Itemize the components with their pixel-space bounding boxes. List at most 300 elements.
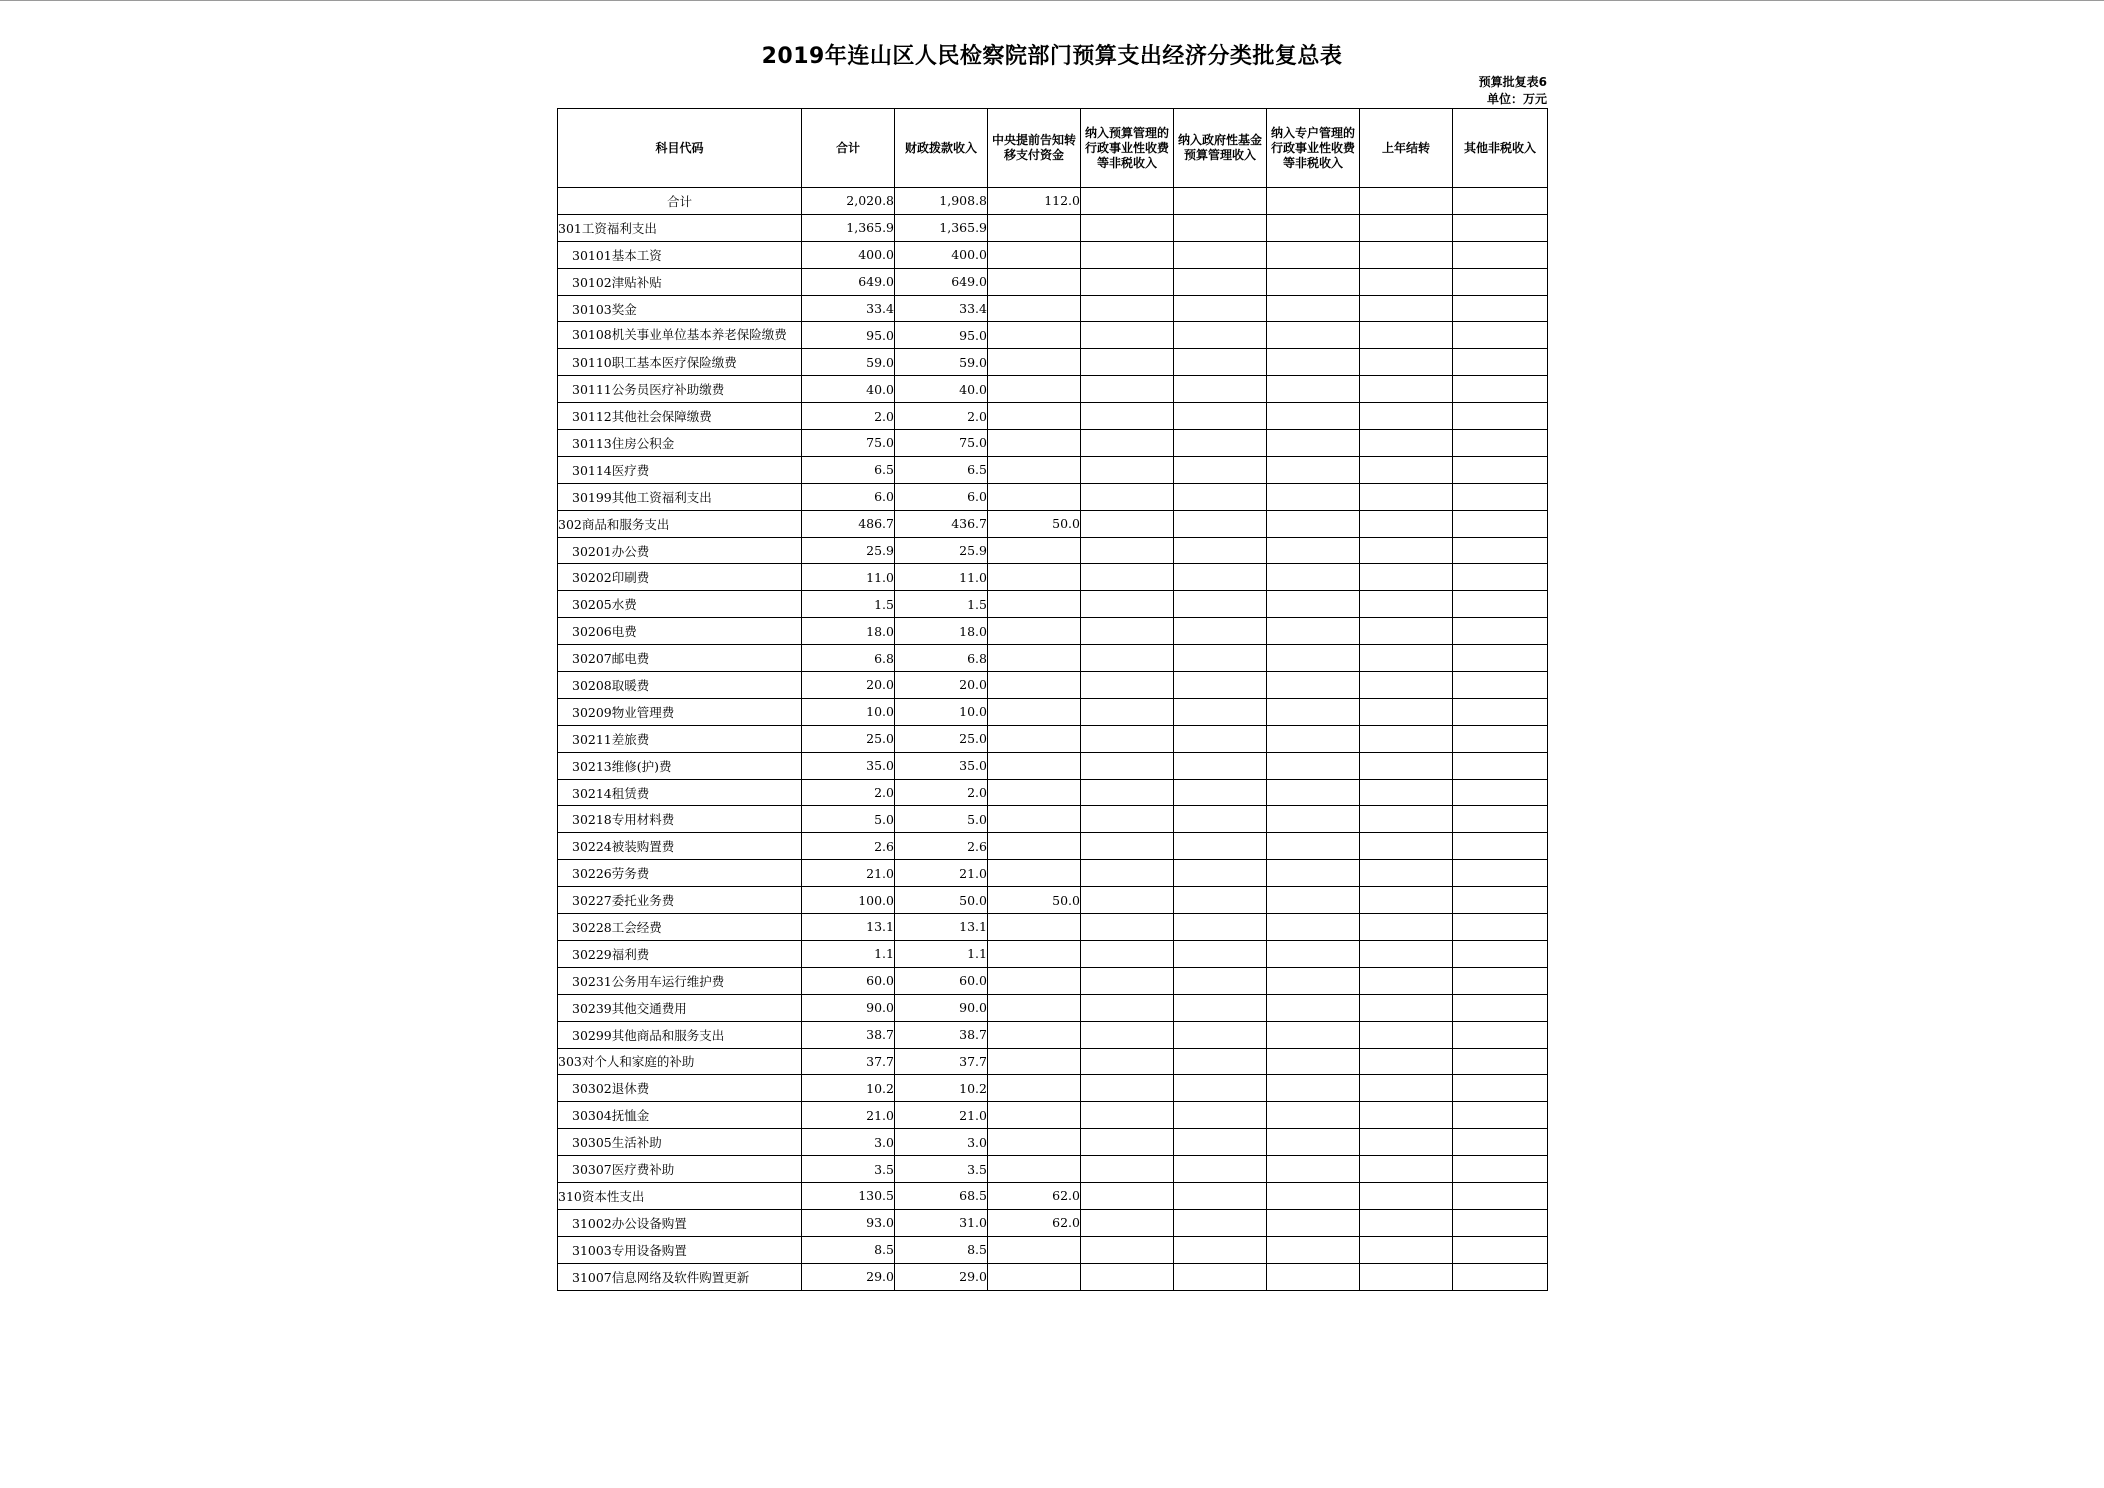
row-value-cell xyxy=(1453,698,1548,725)
row-value-cell xyxy=(1267,1156,1360,1183)
row-value-cell xyxy=(988,672,1081,699)
row-value-cell xyxy=(1267,806,1360,833)
row-value-cell xyxy=(1267,940,1360,967)
row-value-cell xyxy=(988,914,1081,941)
row-value-cell xyxy=(1453,1075,1548,1102)
row-value-cell xyxy=(988,860,1081,887)
row-value-cell: 75.0 xyxy=(895,430,988,457)
row-code-cell: 30101基本工资 xyxy=(558,241,802,268)
row-value-cell xyxy=(1081,914,1174,941)
table-row xyxy=(558,1209,1548,1236)
row-value-cell: 8.5 xyxy=(802,1236,895,1263)
row-value-cell: 6.5 xyxy=(802,456,895,483)
row-value-cell xyxy=(1453,994,1548,1021)
row-value-cell: 37.7 xyxy=(802,1048,895,1075)
row-value-cell xyxy=(988,268,1081,295)
row-value-cell xyxy=(1174,779,1267,806)
row-value-cell xyxy=(1453,779,1548,806)
table-row xyxy=(558,887,1548,914)
row-code-cell: 合计 xyxy=(558,188,802,215)
table-row xyxy=(558,860,1548,887)
row-code-cell: 30201办公费 xyxy=(558,537,802,564)
row-value-cell xyxy=(1267,268,1360,295)
header-code: 科目代码 xyxy=(558,109,802,188)
row-code-cell: 30305生活补助 xyxy=(558,1129,802,1156)
row-value-cell: 6.5 xyxy=(895,456,988,483)
row-value-cell: 6.8 xyxy=(802,645,895,672)
row-code-cell: 30110职工基本医疗保险缴费 xyxy=(558,349,802,376)
row-value-cell xyxy=(1453,241,1548,268)
row-code-cell: 30307医疗费补助 xyxy=(558,1156,802,1183)
row-value-cell xyxy=(1453,1236,1548,1263)
row-value-cell xyxy=(1174,591,1267,618)
table-row xyxy=(558,967,1548,994)
row-value-cell xyxy=(1267,214,1360,241)
row-value-cell xyxy=(1174,322,1267,349)
row-value-cell xyxy=(1267,645,1360,672)
table-row xyxy=(558,672,1548,699)
row-value-cell xyxy=(1174,241,1267,268)
row-value-cell: 1,365.9 xyxy=(802,214,895,241)
row-value-cell xyxy=(988,1156,1081,1183)
row-code-cell: 30239其他交通费用 xyxy=(558,994,802,1021)
row-value-cell xyxy=(1267,1263,1360,1290)
row-value-cell xyxy=(1174,295,1267,322)
row-value-cell xyxy=(1453,214,1548,241)
row-value-cell xyxy=(1267,618,1360,645)
row-value-cell xyxy=(1267,698,1360,725)
row-value-cell xyxy=(1360,1021,1453,1048)
row-value-cell xyxy=(1267,322,1360,349)
row-code-cell: 30111公务员医疗补助缴费 xyxy=(558,376,802,403)
row-value-cell: 112.0 xyxy=(988,188,1081,215)
row-value-cell: 40.0 xyxy=(895,376,988,403)
row-value-cell xyxy=(1360,537,1453,564)
row-value-cell xyxy=(1453,188,1548,215)
row-code-cell: 30208取暖费 xyxy=(558,672,802,699)
row-value-cell xyxy=(1267,1021,1360,1048)
row-value-cell xyxy=(1360,456,1453,483)
row-value-cell xyxy=(1267,672,1360,699)
row-value-cell xyxy=(1174,564,1267,591)
row-value-cell xyxy=(1174,1048,1267,1075)
row-value-cell xyxy=(1174,456,1267,483)
row-value-cell xyxy=(1174,887,1267,914)
row-value-cell xyxy=(1081,994,1174,1021)
row-value-cell xyxy=(1267,1129,1360,1156)
row-value-cell xyxy=(1081,752,1174,779)
row-value-cell xyxy=(1453,752,1548,779)
row-value-cell xyxy=(1360,672,1453,699)
row-value-cell xyxy=(988,403,1081,430)
row-value-cell xyxy=(1081,214,1174,241)
row-value-cell: 95.0 xyxy=(895,322,988,349)
row-value-cell xyxy=(1174,645,1267,672)
row-code-cell: 301工资福利支出 xyxy=(558,214,802,241)
row-code-cell: 30213维修(护)费 xyxy=(558,752,802,779)
row-code-cell: 30205水费 xyxy=(558,591,802,618)
row-value-cell xyxy=(1081,483,1174,510)
table-row xyxy=(558,1102,1548,1129)
row-value-cell: 6.8 xyxy=(895,645,988,672)
table-header-row xyxy=(558,109,1548,188)
row-value-cell xyxy=(1267,967,1360,994)
row-value-cell xyxy=(988,349,1081,376)
table-row xyxy=(558,1075,1548,1102)
row-value-cell xyxy=(1360,1102,1453,1129)
row-value-cell xyxy=(1174,833,1267,860)
row-value-cell xyxy=(1081,1129,1174,1156)
row-value-cell xyxy=(1360,779,1453,806)
row-value-cell xyxy=(1360,1129,1453,1156)
row-value-cell: 11.0 xyxy=(895,564,988,591)
row-value-cell: 95.0 xyxy=(802,322,895,349)
row-value-cell: 3.0 xyxy=(895,1129,988,1156)
row-code-cell: 31002办公设备购置 xyxy=(558,1209,802,1236)
row-value-cell xyxy=(1174,1102,1267,1129)
table-row xyxy=(558,322,1548,349)
table-row xyxy=(558,349,1548,376)
table-row xyxy=(558,564,1548,591)
row-value-cell xyxy=(988,483,1081,510)
row-value-cell xyxy=(1081,349,1174,376)
row-value-cell xyxy=(1360,591,1453,618)
row-value-cell: 649.0 xyxy=(802,268,895,295)
row-value-cell: 20.0 xyxy=(802,672,895,699)
row-value-cell xyxy=(1081,967,1174,994)
row-value-cell xyxy=(1360,887,1453,914)
row-value-cell xyxy=(1081,376,1174,403)
row-value-cell xyxy=(1267,483,1360,510)
row-value-cell xyxy=(1453,672,1548,699)
table-row xyxy=(558,376,1548,403)
row-value-cell: 20.0 xyxy=(895,672,988,699)
row-value-cell xyxy=(1081,456,1174,483)
row-value-cell xyxy=(1360,860,1453,887)
row-value-cell: 2.0 xyxy=(802,403,895,430)
row-value-cell: 29.0 xyxy=(802,1263,895,1290)
row-value-cell xyxy=(1267,1102,1360,1129)
row-value-cell xyxy=(1174,752,1267,779)
row-code-cell: 30199其他工资福利支出 xyxy=(558,483,802,510)
row-value-cell xyxy=(1453,1129,1548,1156)
row-code-cell: 30113住房公积金 xyxy=(558,430,802,457)
row-value-cell xyxy=(1360,806,1453,833)
row-value-cell xyxy=(1453,376,1548,403)
row-value-cell xyxy=(1081,779,1174,806)
row-value-cell xyxy=(1360,295,1453,322)
row-value-cell xyxy=(1081,430,1174,457)
row-value-cell: 18.0 xyxy=(895,618,988,645)
row-value-cell xyxy=(988,967,1081,994)
total-row xyxy=(558,188,1548,215)
table-row xyxy=(558,214,1548,241)
row-value-cell: 2,020.8 xyxy=(802,188,895,215)
row-value-cell xyxy=(1081,188,1174,215)
row-value-cell xyxy=(1174,1075,1267,1102)
row-code-cell: 30304抚恤金 xyxy=(558,1102,802,1129)
row-value-cell xyxy=(1267,887,1360,914)
row-value-cell xyxy=(988,725,1081,752)
row-value-cell: 130.5 xyxy=(802,1182,895,1209)
row-value-cell xyxy=(1267,1209,1360,1236)
table-row xyxy=(558,1182,1548,1209)
row-value-cell: 68.5 xyxy=(895,1182,988,1209)
row-value-cell xyxy=(988,1021,1081,1048)
row-value-cell: 1.5 xyxy=(895,591,988,618)
row-value-cell xyxy=(1267,779,1360,806)
row-value-cell xyxy=(1360,618,1453,645)
row-value-cell xyxy=(1360,268,1453,295)
row-value-cell xyxy=(1453,1156,1548,1183)
row-value-cell xyxy=(1267,725,1360,752)
row-value-cell xyxy=(1081,268,1174,295)
row-value-cell xyxy=(988,537,1081,564)
row-value-cell: 2.6 xyxy=(802,833,895,860)
row-value-cell xyxy=(1360,833,1453,860)
row-value-cell: 8.5 xyxy=(895,1236,988,1263)
row-value-cell: 25.9 xyxy=(802,537,895,564)
page-title: 2019年连山区人民检察院部门预算支出经济分类批复总表 xyxy=(761,44,1343,69)
row-value-cell xyxy=(1267,833,1360,860)
budget-table xyxy=(557,108,1548,1291)
row-value-cell: 29.0 xyxy=(895,1263,988,1290)
row-value-cell: 1.1 xyxy=(895,940,988,967)
row-value-cell xyxy=(1174,618,1267,645)
row-value-cell xyxy=(1453,430,1548,457)
row-value-cell xyxy=(1453,914,1548,941)
table-row xyxy=(558,241,1548,268)
row-value-cell xyxy=(1174,1156,1267,1183)
row-value-cell xyxy=(1360,376,1453,403)
row-value-cell xyxy=(1360,1182,1453,1209)
row-value-cell: 1.5 xyxy=(802,591,895,618)
row-value-cell xyxy=(1081,537,1174,564)
table-row xyxy=(558,1156,1548,1183)
row-value-cell xyxy=(988,564,1081,591)
row-value-cell: 90.0 xyxy=(802,994,895,1021)
row-value-cell xyxy=(1360,752,1453,779)
row-value-cell: 59.0 xyxy=(802,349,895,376)
row-value-cell xyxy=(1267,914,1360,941)
row-value-cell xyxy=(988,645,1081,672)
row-code-cell: 30227委托业务费 xyxy=(558,887,802,914)
row-value-cell xyxy=(1267,376,1360,403)
table-row xyxy=(558,1021,1548,1048)
row-code-cell: 30224被装购置费 xyxy=(558,833,802,860)
row-value-cell: 3.0 xyxy=(802,1129,895,1156)
row-value-cell xyxy=(988,994,1081,1021)
row-value-cell xyxy=(1453,967,1548,994)
row-value-cell xyxy=(1360,1075,1453,1102)
table-row xyxy=(558,914,1548,941)
row-value-cell xyxy=(1453,887,1548,914)
row-value-cell: 1,908.8 xyxy=(895,188,988,215)
row-value-cell xyxy=(1453,268,1548,295)
row-value-cell xyxy=(1453,833,1548,860)
header-prior-year-carryover: 上年结转 xyxy=(1360,109,1453,188)
row-value-cell xyxy=(1453,295,1548,322)
table-row xyxy=(558,268,1548,295)
row-value-cell: 93.0 xyxy=(802,1209,895,1236)
row-value-cell: 100.0 xyxy=(802,887,895,914)
row-value-cell xyxy=(988,295,1081,322)
row-value-cell xyxy=(1360,1236,1453,1263)
row-value-cell xyxy=(1267,591,1360,618)
row-value-cell xyxy=(988,1129,1081,1156)
row-code-cell: 30114医疗费 xyxy=(558,456,802,483)
row-value-cell xyxy=(988,779,1081,806)
header-central-transfer: 中央提前告知转移支付资金 xyxy=(988,109,1081,188)
row-value-cell: 59.0 xyxy=(895,349,988,376)
row-value-cell xyxy=(1174,268,1267,295)
row-value-cell xyxy=(1174,806,1267,833)
row-value-cell: 486.7 xyxy=(802,510,895,537)
row-value-cell xyxy=(1267,1182,1360,1209)
row-value-cell xyxy=(988,241,1081,268)
row-value-cell xyxy=(1360,403,1453,430)
row-value-cell xyxy=(1360,349,1453,376)
row-value-cell xyxy=(988,1102,1081,1129)
row-value-cell xyxy=(988,833,1081,860)
row-value-cell: 25.0 xyxy=(802,725,895,752)
row-value-cell: 18.0 xyxy=(802,618,895,645)
row-value-cell: 649.0 xyxy=(895,268,988,295)
row-value-cell: 400.0 xyxy=(802,241,895,268)
row-value-cell xyxy=(1081,1156,1174,1183)
row-code-cell: 30102津贴补贴 xyxy=(558,268,802,295)
row-value-cell: 2.6 xyxy=(895,833,988,860)
row-value-cell xyxy=(1453,564,1548,591)
row-value-cell xyxy=(1081,1021,1174,1048)
row-value-cell xyxy=(1174,403,1267,430)
row-value-cell xyxy=(1453,591,1548,618)
table-row xyxy=(558,1263,1548,1290)
row-value-cell: 33.4 xyxy=(895,295,988,322)
row-value-cell xyxy=(1360,1156,1453,1183)
table-row xyxy=(558,537,1548,564)
row-value-cell xyxy=(1360,994,1453,1021)
row-value-cell xyxy=(1453,1102,1548,1129)
row-value-cell xyxy=(1267,752,1360,779)
row-code-cell: 30226劳务费 xyxy=(558,860,802,887)
row-value-cell xyxy=(1453,483,1548,510)
row-value-cell xyxy=(1174,483,1267,510)
row-value-cell xyxy=(1081,806,1174,833)
row-value-cell xyxy=(1174,725,1267,752)
row-value-cell xyxy=(1453,1048,1548,1075)
row-value-cell xyxy=(1174,994,1267,1021)
row-code-cell: 30218专用材料费 xyxy=(558,806,802,833)
row-value-cell: 21.0 xyxy=(802,860,895,887)
row-value-cell xyxy=(1453,1263,1548,1290)
row-value-cell: 2.0 xyxy=(895,779,988,806)
row-value-cell xyxy=(1453,618,1548,645)
page-top-border xyxy=(0,0,2104,1)
row-value-cell xyxy=(1360,322,1453,349)
row-value-cell xyxy=(1174,1021,1267,1048)
table-row xyxy=(558,456,1548,483)
row-value-cell xyxy=(1453,456,1548,483)
row-value-cell xyxy=(1267,403,1360,430)
row-value-cell: 10.0 xyxy=(802,698,895,725)
row-value-cell xyxy=(1453,1021,1548,1048)
header-total: 合计 xyxy=(802,109,895,188)
row-value-cell xyxy=(988,430,1081,457)
row-code-cell: 303对个人和家庭的补助 xyxy=(558,1048,802,1075)
row-value-cell: 2.0 xyxy=(895,403,988,430)
table-row xyxy=(558,940,1548,967)
row-value-cell: 75.0 xyxy=(802,430,895,457)
table-row xyxy=(558,645,1548,672)
row-code-cell: 30231公务用车运行维护费 xyxy=(558,967,802,994)
row-value-cell xyxy=(1081,1236,1174,1263)
row-value-cell xyxy=(1267,188,1360,215)
row-value-cell xyxy=(1360,188,1453,215)
row-value-cell xyxy=(1267,456,1360,483)
row-value-cell xyxy=(1081,698,1174,725)
table-row xyxy=(558,1129,1548,1156)
row-value-cell: 60.0 xyxy=(802,967,895,994)
row-value-cell xyxy=(1081,564,1174,591)
row-value-cell xyxy=(1267,537,1360,564)
row-value-cell xyxy=(1081,295,1174,322)
row-value-cell xyxy=(988,322,1081,349)
row-value-cell xyxy=(1360,510,1453,537)
row-value-cell xyxy=(1267,860,1360,887)
row-value-cell: 10.2 xyxy=(895,1075,988,1102)
row-value-cell xyxy=(1267,295,1360,322)
row-value-cell xyxy=(1453,860,1548,887)
row-value-cell xyxy=(1174,698,1267,725)
row-value-cell: 25.0 xyxy=(895,725,988,752)
row-code-cell: 30207邮电费 xyxy=(558,645,802,672)
row-value-cell xyxy=(988,214,1081,241)
row-value-cell xyxy=(988,456,1081,483)
row-code-cell: 30299其他商品和服务支出 xyxy=(558,1021,802,1048)
row-value-cell xyxy=(1081,1263,1174,1290)
table-row xyxy=(558,483,1548,510)
header-gov-fund: 纳入政府性基金预算管理收入 xyxy=(1174,109,1267,188)
row-value-cell xyxy=(988,618,1081,645)
row-value-cell xyxy=(1267,349,1360,376)
row-value-cell xyxy=(1453,403,1548,430)
row-value-cell xyxy=(1081,672,1174,699)
row-value-cell xyxy=(1360,940,1453,967)
row-value-cell xyxy=(1081,322,1174,349)
table-row xyxy=(558,295,1548,322)
row-value-cell xyxy=(1081,860,1174,887)
row-value-cell: 11.0 xyxy=(802,564,895,591)
row-value-cell: 6.0 xyxy=(895,483,988,510)
row-value-cell xyxy=(1267,430,1360,457)
row-code-cell: 30228工会经费 xyxy=(558,914,802,941)
row-value-cell: 1.1 xyxy=(802,940,895,967)
row-value-cell: 38.7 xyxy=(895,1021,988,1048)
row-value-cell: 400.0 xyxy=(895,241,988,268)
row-value-cell: 21.0 xyxy=(895,860,988,887)
header-fiscal-appropriation: 财政拨款收入 xyxy=(895,109,988,188)
row-value-cell: 35.0 xyxy=(895,752,988,779)
row-value-cell xyxy=(1453,645,1548,672)
row-value-cell: 10.2 xyxy=(802,1075,895,1102)
row-value-cell xyxy=(1081,887,1174,914)
row-value-cell xyxy=(1360,645,1453,672)
row-code-cell: 30211差旅费 xyxy=(558,725,802,752)
row-value-cell xyxy=(1081,1075,1174,1102)
report-page xyxy=(557,40,1547,1291)
table-body xyxy=(558,188,1548,1291)
